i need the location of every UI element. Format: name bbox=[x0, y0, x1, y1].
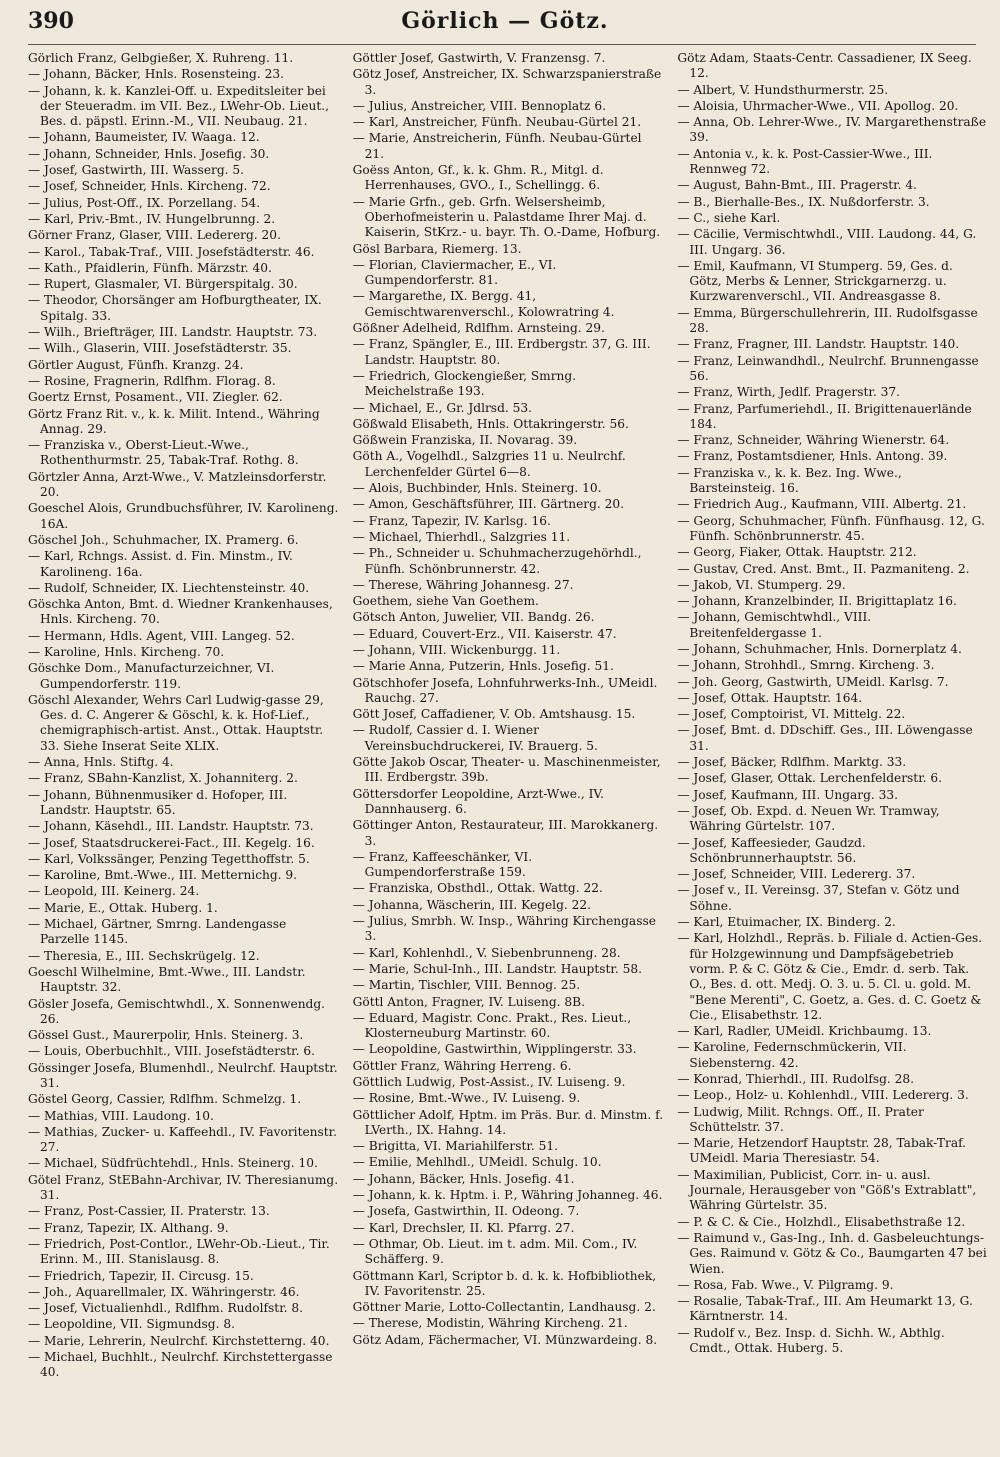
directory-entry: — Therese, Modistin, Währing Kircheng. 21. bbox=[352, 1316, 628, 1331]
directory-entry: — Mathias, VIII. Laudong. 10. bbox=[28, 1108, 214, 1123]
directory-entry: — Marie, Schul-Inh., III. Landstr. Hauptstr. 58. bbox=[352, 961, 642, 976]
directory-entry: — Franz, Postamtsdiener, Hnls. Antong. 39. bbox=[677, 449, 948, 464]
directory-entry: — Marie Anna, Putzerin, Hnls. Josefig. 51. bbox=[352, 659, 614, 674]
directory-entry: — Johann, VIII. Wickenburgg. 11. bbox=[352, 642, 561, 657]
directory-entry: — Martin, Tischler, VIII. Bennog. 25. bbox=[352, 978, 581, 993]
directory-entry: Göttlich Ludwig, Post-Assist., IV. Luiseng. 9. bbox=[352, 1075, 626, 1089]
directory-entry: — Emil, Kaufmann, VI Stumperg. 59, Ges. d. Götz, Merbs & Lenner, Strickgarnerzg. u. Kurzwarenverschl., VII. Andreasgasse 8. bbox=[677, 258, 953, 304]
directory-entry: Götsch Anton, Juwelier, VII. Bandg. 26. bbox=[352, 610, 595, 625]
directory-entry: — Johann, Gemischtwhdl., VIII. Breitenfeldergasse 1. bbox=[677, 610, 872, 640]
directory-entry: Görtz Franz Rit. v., k. k. Milit. Intend., Währing Annag. 29. bbox=[28, 406, 320, 436]
page-number: 390 bbox=[28, 8, 74, 34]
directory-entry: — Florian, Claviermacher, E., VI. Gumpendorferstr. 81. bbox=[352, 257, 557, 288]
directory-entry: — Julius, Smrbh. W. Insp., Währing Kirchengasse 3. bbox=[352, 914, 656, 944]
directory-entry: Göttner Marie, Lotto-Collectantin, Landhausg. 2. bbox=[352, 1300, 656, 1315]
directory-entry: — Franz, Kaffeeschänker, VI. Gumpendorferstraße 159. bbox=[352, 849, 533, 880]
directory-entry: — Michael, Thierhdl., Salzgries 11. bbox=[352, 529, 571, 544]
directory-entry: — Margarethe, IX. Bergg. 41, Gemischtwarenverschl., Kolowratring 4. bbox=[352, 289, 615, 319]
directory-entry: — Johann, Bäcker, Hnls. Josefig. 41. bbox=[352, 1171, 575, 1186]
directory-entry: — Rosalie, Tabak-Traf., III. Am Heumarkt 13, G. Kärntnerstr. 14. bbox=[677, 1294, 973, 1324]
directory-entry: — Friedrich, Post-Contlor., LWehr-Ob.-Lieut., Tir. Erinn. M., III. Stanislausg. 8. bbox=[28, 1236, 330, 1267]
column-1 bbox=[28, 51, 339, 1451]
directory-entry: — Josef, Bmt. d. DDschiff. Ges., III. Löwengasse 31. bbox=[677, 723, 973, 753]
directory-entry: — Franz, Tapezir, IX. Althang. 9. bbox=[28, 1220, 229, 1235]
directory-entry: — Josef, Victualienhdl., Rdlfhm. Rudolfstr. 8. bbox=[28, 1301, 304, 1316]
directory-entry: — Franz, Tapezir, IV. Karlsg. 16. bbox=[352, 513, 551, 528]
directory-entry: Götel Franz, StEBahn-Archivar, IV. Theresianumg. 31. bbox=[28, 1172, 339, 1203]
columns bbox=[28, 51, 988, 1451]
directory-entry: Goëss Anton, Gf., k. k. Ghm. R., Mitgl. d. Herrenhauses, GVO., I., Schellingg. 6. bbox=[352, 163, 604, 193]
directory-entry: — Amon, Geschäftsführer, III. Gärtnerg. 20. bbox=[352, 497, 625, 512]
directory-entry: Gött Josef, Caffadiener, V. Ob. Amtshausg. 15. bbox=[352, 707, 636, 722]
column-2 bbox=[353, 51, 664, 1451]
directory-entry: — Othmar, Ob. Lieut. im t. adm. Mil. Com., IV. Schäfferg. 9. bbox=[352, 1236, 638, 1267]
directory-entry: — Anna, Hnls. Stiftg. 4. bbox=[28, 755, 174, 770]
directory-entry: — Franziska, Obsthdl., Ottak. Wattg. 22. bbox=[352, 881, 603, 896]
directory-entry: — Johann, Strohhdl., Smrng. Kircheng. 3. bbox=[677, 658, 935, 673]
directory-entry: Göschke Dom., Manufacturzeichner, VI. Gumpendorferstr. 119. bbox=[28, 661, 275, 691]
directory-entry: — Emilie, Mehlhdl., UMeidl. Schulg. 10. bbox=[352, 1155, 602, 1170]
directory-entry: — Josefa, Gastwirthin, II. Odeong. 7. bbox=[352, 1204, 580, 1219]
directory-entry: — Franziska v., Oberst-Lieut.-Wwe., Rothenthurmstr. 25, Tabak-Traf. Rothg. 8. bbox=[28, 438, 299, 468]
directory-entry: — Antonia v., k. k. Post-Cassier-Wwe., III. Rennweg 72. bbox=[677, 146, 933, 177]
directory-entry: — Franz, SBahn-Kanzlist, X. Johanniterg. 2. bbox=[28, 771, 298, 786]
directory-entry: Goeschel Alois, Grundbuchsführer, IV. Karolineng. 16A. bbox=[28, 501, 339, 531]
directory-entry: Göschka Anton, Bmt. d. Wiedner Krankenhauses, Hnls. Kircheng. 70. bbox=[28, 597, 333, 627]
directory-entry: — Rupert, Glasmaler, VI. Bürgerspitalg. 30. bbox=[28, 277, 298, 292]
directory-entry: Gößner Adelheid, Rdlfhm. Arnsteing. 29. bbox=[352, 321, 605, 336]
directory-entry: — C., siehe Karl. bbox=[677, 210, 781, 225]
directory-entry: Göttersdorfer Leopoldine, Arzt-Wwe., IV. Dannhauserg. 6. bbox=[352, 786, 604, 816]
directory-entry: — Marie, Hetzendorf Hauptstr. 28, Tabak-Traf. UMeidl. Maria Theresiastr. 54. bbox=[677, 1136, 967, 1166]
directory-entry: — Gustav, Cred. Anst. Bmt., II. Pazmaniteng. 2. bbox=[677, 561, 970, 576]
directory-entry: — Johann, Bühnenmusiker d. Hofoper, III. Landstr. Hauptstr. 65. bbox=[28, 787, 288, 817]
directory-entry: — Karl, Kohlenhdl., V. Siebenbrunneng. 28. bbox=[352, 945, 621, 960]
directory-entry: — Emma, Bürgerschullehrerin, III. Rudolfsgasse 28. bbox=[677, 305, 978, 336]
directory-entry: — Rudolf v., Bez. Insp. d. Sichh. W., Abthlg. Cmdt., Ottak. Huberg. 5. bbox=[677, 1325, 945, 1356]
directory-entry: — Johann, Käsehdl., III. Landstr. Hauptstr. 73. bbox=[28, 819, 314, 834]
directory-entry: — Rudolf, Cassier d. I. Wiener Vereinsbuchdruckerei, IV. Brauerg. 5. bbox=[352, 723, 598, 753]
directory-entry: — Karoline, Federnschmückerin, VII. Siebensterng. 42. bbox=[677, 1040, 907, 1070]
directory-entry: — Karol., Tabak-Traf., VIII. Josefstädterstr. 46. bbox=[28, 244, 315, 259]
directory-entry: — P. & C. & Cie., Holzhdl., Elisabethstraße 12. bbox=[677, 1214, 966, 1229]
directory-entry: Gössel Gust., Maurerpolir, Hnls. Steinerg. 3. bbox=[28, 1028, 304, 1043]
directory-entry: — Joh., Aquarellmaler, IX. Währingerstr. 46. bbox=[28, 1284, 300, 1299]
directory-entry: Gösler Josefa, Gemischtwhdl., X. Sonnenwendg. 26. bbox=[28, 996, 326, 1026]
directory-entry: — Karl, Anstreicher, Fünfh. Neubau-Gürtel 21. bbox=[352, 115, 642, 130]
directory-entry: — Michael, Südfrüchtehdl., Hnls. Steinerg. 10. bbox=[28, 1156, 318, 1171]
directory-entry: — Marie, Anstreicherin, Fünfh. Neubau-Gürtel 21. bbox=[352, 131, 642, 161]
directory-entry: — Leop., Holz- u. Kohlenhdl., VIII. Ledererg. 3. bbox=[677, 1088, 969, 1103]
directory-entry: — Josef, Staatsdruckerei-Fact., III. Kegelg. 16. bbox=[28, 835, 315, 850]
directory-entry: — Eduard, Magistr. Conc. Prakt., Res. Lieut., Klosterneuburg Martinstr. 60. bbox=[352, 1010, 632, 1041]
directory-entry: Götte Jakob Oscar, Theater- u. Maschinenmeister, III. Erdbergstr. 39b. bbox=[352, 755, 661, 785]
directory-entry: — Julius, Anstreicher, VIII. Bennoplatz 6. bbox=[352, 98, 606, 113]
directory-entry: Göttlicher Adolf, Hptm. im Präs. Bur. d. Minstm. f. LVerth., IX. Hahng. 14. bbox=[352, 1107, 664, 1137]
directory-entry: — Jakob, VI. Stumperg. 29. bbox=[677, 577, 846, 592]
directory-entry: Göttinger Anton, Restaurateur, III. Marokkanerg. 3. bbox=[352, 818, 659, 848]
directory-entry: Göschel Joh., Schuhmacher, IX. Pramerg. 6. bbox=[28, 532, 299, 547]
directory-entry: — Anna, Ob. Lehrer-Wwe., IV. Margarethenstraße 39. bbox=[677, 115, 987, 145]
directory-entry: — Rudolf, Schneider, IX. Liechtensteinstr. 40. bbox=[28, 580, 310, 595]
directory-entry: — Josef, Gastwirth, III. Wasserg. 5. bbox=[28, 163, 245, 178]
directory-entry: — Johann, Bäcker, Hnls. Rosensteing. 23. bbox=[28, 67, 284, 82]
directory-entry: — Rosine, Fragnerin, Rdlfhm. Florag. 8. bbox=[28, 373, 276, 388]
directory-entry: — Marie Grfn., geb. Grfn. Welsersheimb, Oberhofmeisterin u. Palastdame Ihrer Maj. d. Kaiserin, StKrz.- u. bayr. Th. O.-Dame, Hofburg. bbox=[352, 194, 661, 240]
entry-list bbox=[677, 51, 988, 1356]
directory-entry: Göttmann Karl, Scriptor b. d. k. k. Hofbibliothek, IV. Favoritenstr. 25. bbox=[352, 1268, 657, 1298]
directory-entry: — Josef v., II. Vereinsg. 37, Stefan v. Götz und Söhne. bbox=[677, 883, 960, 913]
directory-entry: — Friedrich, Glockengießer, Smrng. Meichelstraße 193. bbox=[352, 368, 577, 399]
directory-entry: Gößwein Franziska, II. Novarag. 39. bbox=[352, 433, 578, 448]
directory-entry: — Konrad, Thierhdl., III. Rudolfsg. 28. bbox=[677, 1072, 915, 1086]
directory-entry: — Julius, Post-Off., IX. Porzellang. 54. bbox=[28, 195, 261, 210]
directory-entry: — Friedrich Aug., Kaufmann, VIII. Albertg. 21. bbox=[677, 497, 967, 512]
directory-entry: — Georg, Schuhmacher, Fünfh. Fünfhausg. 12, G. Fünfh. Schönbrunnerstr. 45. bbox=[677, 513, 985, 543]
directory-entry: — Theresia, E., III. Sechskrügelg. 12. bbox=[28, 948, 260, 963]
directory-entry: — Rosine, Bmt.-Wwe., IV. Luiseng. 9. bbox=[352, 1091, 581, 1106]
directory-entry: Göstel Georg, Cassier, Rdlfhm. Schmelzg. 1. bbox=[28, 1092, 302, 1107]
directory-entry: — Franz, Leinwandhdl., Neulrchf. Brunnengasse 56. bbox=[677, 353, 979, 383]
directory-entry: — Louis, Oberbuchhlt., VIII. Josefstädterstr. 6. bbox=[28, 1044, 316, 1059]
directory-entry: — Ph., Schneider u. Schuhmacherzugehörhdl., Fünfh. Schönbrunnerstr. 42. bbox=[352, 546, 642, 576]
directory-entry: Goethem, siehe Van Goethem. bbox=[352, 594, 539, 609]
directory-entry: — Cäcilie, Vermischtwhdl., VIII. Laudong. 44, G. III. Ungarg. 36. bbox=[677, 227, 977, 257]
directory-entry: — Leopoldine, Gastwirthin, Wipplingerstr. 33. bbox=[352, 1042, 637, 1057]
directory-entry: Goertz Ernst, Posament., VII. Ziegler. 62. bbox=[28, 390, 283, 405]
directory-entry: — Franziska v., k. k. Bez. Ing. Wwe., Barsteinsteig. 16. bbox=[677, 465, 902, 496]
directory-entry: Goeschl Wilhelmine, Bmt.-Wwe., III. Landstr. Hauptstr. 32. bbox=[28, 964, 306, 995]
directory-entry: — Marie, Lehrerin, Neulrchf. Kirchstetterng. 40. bbox=[28, 1333, 330, 1348]
entry-list bbox=[353, 51, 664, 1348]
directory-entry: — Rosa, Fab. Wwe., V. Pilgramg. 9. bbox=[677, 1277, 894, 1292]
directory-entry: — Karoline, Hnls. Kircheng. 70. bbox=[28, 644, 225, 659]
directory-entry: Görtzler Anna, Arzt-Wwe., V. Matzleinsdorferstr. 20. bbox=[28, 469, 327, 500]
directory-entry: — Theodor, Chorsänger am Hofburgtheater, IX. Spitalg. 33. bbox=[28, 293, 322, 323]
directory-entry: — B., Bierhalle-Bes., IX. Nußdorferstr. 3. bbox=[677, 194, 930, 209]
directory-entry: — Johann, k. k. Kanzlei-Off. u. Expeditsleiter bei der Steueradm. im VII. Bez., LWehr-Ob. Lieut., Bes. d. päpstl. Erinn.-M., VII. Neubaug. 21. bbox=[28, 83, 329, 129]
page-header bbox=[28, 8, 976, 45]
directory-entry: — Ludwig, Milit. Rchngs. Off., II. Prater Schüttelstr. 37. bbox=[677, 1104, 924, 1134]
directory-entry: Göttl Anton, Fragner, IV. Luiseng. 8B. bbox=[352, 994, 585, 1009]
directory-entry: — Franz, Schneider, Währing Wienerstr. 64. bbox=[677, 433, 950, 448]
directory-entry: — Johann, k. k. Hptm. i. P., Währing Johanneg. 46. bbox=[352, 1188, 663, 1203]
running-head: Görlich — Götz. bbox=[401, 8, 609, 34]
directory-entry: — Josef, Bäcker, Rdlfhm. Marktg. 33. bbox=[677, 755, 907, 770]
directory-entry: — Aloisia, Uhrmacher-Wwe., VII. Apollog. 20. bbox=[677, 98, 959, 113]
directory-entry: — Franz, Wirth, Jedlf. Pragerstr. 37. bbox=[677, 385, 901, 400]
directory-entry: — Franz, Post-Cassier, II. Praterstr. 13. bbox=[28, 1204, 270, 1219]
directory-entry: — Johann, Baumeister, IV. Waaga. 12. bbox=[28, 130, 260, 145]
directory-entry: — Josef, Kaffeesieder, Gaudzd. Schönbrunnerhauptstr. 56. bbox=[677, 835, 866, 865]
directory-entry: — Michael, Gärtner, Smrng. Landengasse Parzelle 1145. bbox=[28, 917, 287, 947]
directory-entry: — Eduard, Couvert-Erz., VII. Kaiserstr. 47. bbox=[352, 626, 617, 641]
directory-entry: — Karl, Holzhdl., Repräs. b. Filiale d. Actien-Ges. für Holzgewinnung und Dampfsägebetrieb vorm. P. & C. Götz & Cie., Emdr. d. serb. Tak. O., Bes. d. ott. Medj. O. 3. u. 5. Cl. u. gold. M. "Bene Merenti", C. Goetz, a. Ges. d. C. Goetz & Cie., Elisabethstr. 12. bbox=[677, 931, 983, 1022]
directory-entry: Göttler Franz, Währing Herreng. 6. bbox=[352, 1058, 572, 1073]
directory-entry: — Brigitta, VI. Mariahilferstr. 51. bbox=[352, 1139, 558, 1154]
directory-entry: — Josef, Comptoirist, VI. Mittelg. 22. bbox=[677, 707, 906, 722]
directory-entry: Gösl Barbara, Riemerg. 13. bbox=[352, 241, 522, 256]
directory-entry: — Albert, V. Hundsthurmerstr. 25. bbox=[677, 82, 889, 97]
directory-entry: — Josef, Glaser, Ottak. Lerchenfelderstr. 6. bbox=[677, 771, 943, 786]
directory-entry: — Karoline, Bmt.-Wwe., III. Metternichg. 9. bbox=[28, 868, 298, 883]
directory-entry: — Michael, E., Gr. Jdlrsd. 53. bbox=[352, 400, 532, 415]
directory-entry: — Josef, Ottak. Hauptstr. 164. bbox=[677, 690, 863, 705]
directory-entry: — Friedrich, Tapezir, II. Circusg. 15. bbox=[28, 1268, 254, 1283]
directory-entry: — Wilh., Glaserin, VIII. Josefstädterstr. 35. bbox=[28, 341, 292, 356]
entry-list bbox=[28, 51, 339, 1381]
directory-entry: — Karl, Volkssänger, Penzing Tegetthoffstr. 5. bbox=[28, 851, 310, 866]
directory-entry: Gössinger Josefa, Blumenhdl., Neulrchf. Hauptstr. 31. bbox=[28, 1060, 338, 1090]
directory-entry: — Johanna, Wäscherin, III. Kegelg. 22. bbox=[352, 897, 592, 912]
directory-entry: — Kath., Pfaidlerin, Fünfh. Märzstr. 40. bbox=[28, 260, 272, 275]
directory-entry: Gößwald Elisabeth, Hnls. Ottakringerstr. 56. bbox=[352, 416, 629, 431]
directory-entry: — Therese, Währing Johannesg. 27. bbox=[352, 577, 574, 592]
directory-entry: — Wilh., Briefträger, III. Landstr. Hauptstr. 73. bbox=[28, 325, 318, 340]
directory-entry: — Karl, Priv.-Bmt., IV. Hungelbrunng. 2. bbox=[28, 211, 276, 226]
directory-entry: — Leopold, III. Keinerg. 24. bbox=[28, 884, 200, 899]
directory-entry: Götz Adam, Staats-Centr. Cassadiener, IX Seeg. 12. bbox=[677, 51, 972, 81]
directory-entry: Göttler Josef, Gastwirth, V. Franzensg. 7. bbox=[352, 51, 606, 65]
directory-entry: — Leopoldine, VII. Sigmundsg. 8. bbox=[28, 1317, 235, 1332]
directory-entry: — Franz, Fragner, III. Landstr. Hauptstr. 140. bbox=[677, 337, 960, 352]
directory-entry: — Georg, Fiaker, Ottak. Hauptstr. 212. bbox=[677, 545, 917, 560]
directory-entry: Götschhofer Josefa, Lohnfuhrwerks-Inh., UMeidl. Rauchg. 27. bbox=[352, 675, 658, 705]
directory-entry: Göth A., Vogelhdl., Salzgries 11 u. Neulrchf. Lerchenfelder Gürtel 6—8. bbox=[352, 449, 626, 479]
directory-entry: — Johann, Schuhmacher, Hnls. Dornerplatz 4. bbox=[677, 641, 962, 656]
directory-entry: — Marie, E., Ottak. Huberg. 1. bbox=[28, 900, 218, 915]
directory-entry: — Michael, Buchhlt., Neulrchf. Kirchstettergasse 40. bbox=[28, 1350, 333, 1380]
directory-entry: — Karl, Etuimacher, IX. Binderg. 2. bbox=[677, 915, 896, 930]
column-3 bbox=[677, 51, 988, 1451]
directory-entry: — Karl, Drechsler, II. Kl. Pfarrg. 27. bbox=[352, 1220, 575, 1235]
directory-entry: — Franz, Spängler, E., III. Erdbergstr. 37, G. III. Landstr. Hauptstr. 80. bbox=[352, 337, 651, 367]
directory-entry: — Josef, Schneider, Hnls. Kircheng. 72. bbox=[28, 179, 271, 194]
directory-entry: — Josef, Kaufmann, III. Ungarg. 33. bbox=[677, 787, 899, 802]
directory-entry: — Franz, Parfumeriehdl., II. Brigittenauerlände 184. bbox=[677, 401, 972, 431]
directory-entry: — Johann, Kranzelbinder, II. Brigittaplatz 16. bbox=[677, 594, 957, 609]
directory-entry: — Maximilian, Publicist, Corr. in- u. ausl. Journale, Herausgeber von "Göß's Extrablatt", Währing Gürtelstr. 35. bbox=[677, 1167, 977, 1213]
directory-entry: Götz Josef, Anstreicher, IX. Schwarzspanierstraße 3. bbox=[352, 67, 662, 97]
directory-entry: — Josef, Ob. Expd. d. Neuen Wr. Tramway, Währing Gürtelstr. 107. bbox=[677, 803, 940, 834]
directory-entry: — Karl, Rchngs. Assist. d. Fin. Minstm., IV. Karolineng. 16a. bbox=[28, 549, 293, 579]
directory-entry: — Karl, Radler, UMeidl. Krichbaumg. 13. bbox=[677, 1024, 932, 1039]
directory-entry: — Johann, Schneider, Hnls. Josefig. 30. bbox=[28, 146, 270, 161]
directory-entry: — August, Bahn-Bmt., III. Pragerstr. 4. bbox=[677, 178, 918, 193]
directory-entry: — Alois, Buchbinder, Hnls. Steinerg. 10. bbox=[352, 481, 602, 496]
directory-entry: — Joh. Georg, Gastwirth, UMeidl. Karlsg. 7. bbox=[677, 674, 949, 689]
directory-entry: Görner Franz, Glaser, VIII. Ledererg. 20. bbox=[28, 228, 281, 243]
directory-entry: Götz Adam, Fächermacher, VI. Münzwardeing. 8. bbox=[352, 1332, 658, 1347]
directory-entry: Görlich Franz, Gelbgießer, X. Ruhreng. 11. bbox=[28, 51, 294, 65]
directory-entry: — Hermann, Hdls. Agent, VIII. Langeg. 52. bbox=[28, 628, 295, 643]
directory-entry: — Josef, Schneider, VIII. Ledererg. 37. bbox=[677, 867, 916, 882]
directory-entry: Görtler August, Fünfh. Kranzg. 24. bbox=[28, 357, 244, 372]
directory-entry: — Raimund v., Gas-Ing., Inh. d. Gasbeleuchtungs-Ges. Raimund v. Götz & Co., Baumgarten 47 bei Wien. bbox=[677, 1230, 987, 1276]
directory-entry: Göschl Alexander, Wehrs Carl Ludwig-gasse 29, Ges. d. C. Angerer & Göschl, k. k. Hof-Lief., chemigraphisch-artist. Anst., Ottak. Hauptstr. 33. Siehe Inserat Seite XLIX. bbox=[28, 692, 324, 753]
directory-entry: — Mathias, Zucker- u. Kaffeehdl., IV. Favoritenstr. 27. bbox=[28, 1124, 338, 1155]
